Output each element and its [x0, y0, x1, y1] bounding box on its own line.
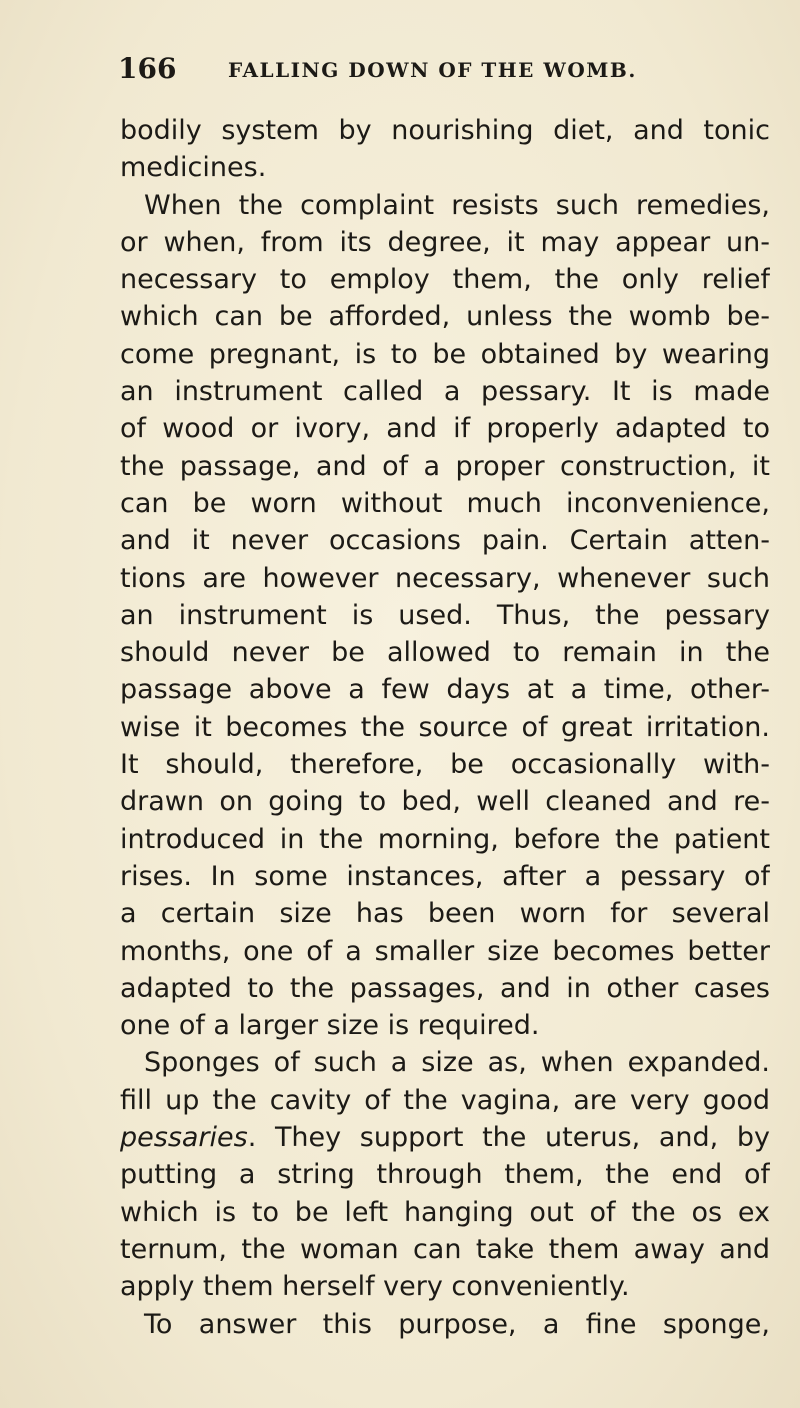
running-head: FALLING DOWN OF THE WOMB. — [228, 58, 637, 82]
text-line: fill up the cavity of the vagina, are very good — [120, 1084, 770, 1116]
text-line: putting a string through them, the end of — [120, 1159, 770, 1191]
text-line: of wood or ivory, and if properly adapted to — [120, 413, 770, 445]
text-line — [120, 1119, 770, 1156]
text-line: should never be allowed to remain in the — [120, 637, 770, 669]
text-line: can be worn without much inconvenience, — [120, 487, 770, 519]
text-fragment: . They support the uterus, and, by — [247, 1122, 770, 1154]
text-line: which is to be left hanging out of the os ex — [120, 1196, 770, 1228]
text-line: or when, from its degree, it may appear un- — [120, 226, 770, 258]
italic-term: pessaries — [120, 1122, 248, 1154]
text-line: Sponges of such a size as, when expanded. — [144, 1047, 770, 1079]
text-line: drawn on going to bed, well cleaned and re- — [120, 786, 770, 818]
text-line: the passage, and of a proper construction, it — [120, 450, 770, 482]
text-line: It should, therefore, be occasionally with- — [120, 749, 770, 781]
text-line: necessary to employ them, the only relief — [120, 264, 770, 296]
text-line: and it never occasions pain. Certain atten- — [120, 525, 770, 557]
text-line: medicines. — [120, 152, 267, 184]
text-line: a certain size has been worn for several — [120, 898, 770, 930]
text-line: To answer this purpose, a fine sponge, — [144, 1308, 770, 1340]
text-line: introduced in the morning, before the patient — [120, 823, 770, 855]
text-line: months, one of a smaller size becomes better — [120, 935, 770, 967]
text-line: adapted to the passages, and in other cases — [120, 972, 770, 1004]
text-line: an instrument called a pessary. It is made — [120, 376, 770, 408]
text-line: When the complaint resists such remedies, — [144, 189, 770, 221]
text-line: an instrument is used. Thus, the pessary — [120, 599, 770, 631]
text-line: rises. In some instances, after a pessary of — [120, 860, 770, 892]
text-line: come pregnant, is to be obtained by wearing — [120, 338, 770, 370]
text-line: one of a larger size is required. — [120, 1010, 540, 1042]
text-line: wise it becomes the source of great irritation. — [120, 711, 770, 743]
text-line: tions are however necessary, whenever such — [120, 562, 770, 594]
text-line: passage above a few days at a time, other- — [120, 674, 770, 706]
body-text — [120, 112, 770, 1343]
text-line: bodily system by nourishing diet, and tonic — [120, 115, 770, 146]
text-line: which can be afforded, unless the womb be- — [120, 301, 770, 333]
text-line: ternum, the woman can take them away and — [120, 1233, 770, 1265]
page-number: 166 — [118, 52, 177, 85]
text-line: apply them herself very conveniently. — [120, 1271, 630, 1303]
page-header — [118, 52, 758, 92]
